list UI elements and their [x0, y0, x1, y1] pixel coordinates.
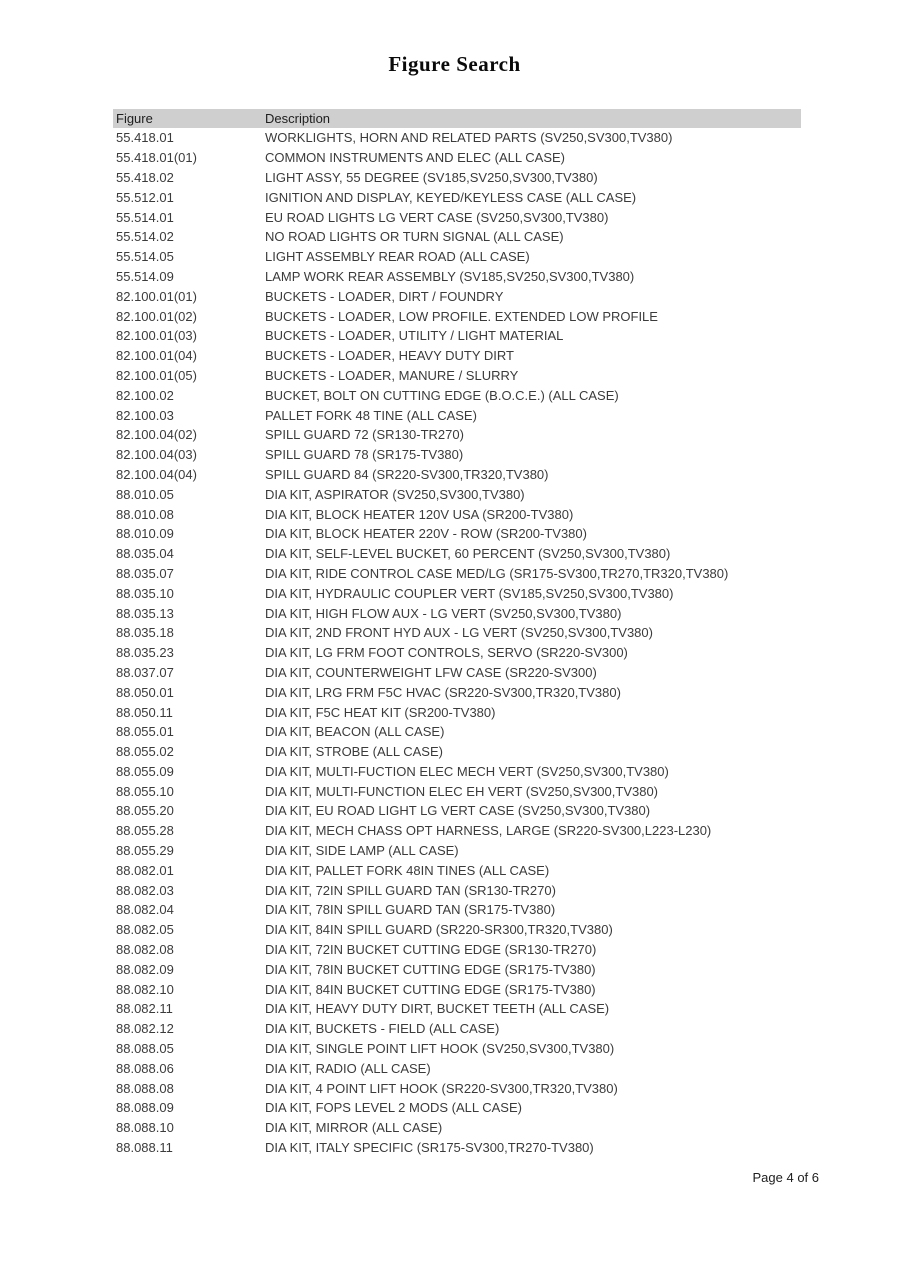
- figure-number: 88.082.12: [116, 1021, 174, 1037]
- figure-number: 82.100.01(02): [116, 308, 197, 324]
- table-row: [113, 524, 801, 544]
- page-title: Figure Search: [388, 52, 521, 76]
- figure-number: 88.088.10: [116, 1120, 174, 1136]
- table-row: [113, 207, 801, 227]
- column-header-description: Description: [265, 111, 331, 126]
- figure-number: 82.100.04(03): [116, 447, 197, 463]
- table-row: [113, 346, 801, 366]
- column-header-figure: Figure: [116, 111, 153, 126]
- figure-number: 55.418.01(01): [116, 150, 197, 166]
- figure-description: DIA KIT, RIDE CONTROL CASE MED/LG (SR175-SV300,TR270,TR320,TV380): [265, 565, 729, 581]
- figure-number: 88.088.06: [116, 1060, 174, 1076]
- table-row: [113, 821, 801, 841]
- figure-number: 55.514.09: [116, 268, 174, 284]
- figure-description: DIA KIT, HYDRAULIC COUPLER VERT (SV185,SV250,SV300,TV380): [265, 585, 674, 601]
- figure-description: DIA KIT, HEAVY DUTY DIRT, BUCKET TEETH (ALL CASE): [265, 1001, 610, 1017]
- figure-number: 88.050.11: [116, 704, 173, 720]
- table-row: [113, 1039, 801, 1059]
- table-row: [113, 148, 801, 168]
- figure-description: NO ROAD LIGHTS OR TURN SIGNAL (ALL CASE): [265, 229, 564, 245]
- table-row: [113, 484, 801, 504]
- table-row: [113, 583, 801, 603]
- figure-description: WORKLIGHTS, HORN AND RELATED PARTS (SV250,SV300,TV380): [265, 130, 673, 146]
- figure-description: DIA KIT, SINGLE POINT LIFT HOOK (SV250,SV300,TV380): [265, 1041, 615, 1057]
- figure-description: DIA KIT, 4 POINT LIFT HOOK (SR220-SV300,TR320,TV380): [265, 1080, 618, 1096]
- figure-number: 82.100.01(04): [116, 348, 197, 364]
- table-row: [113, 504, 801, 524]
- table-row: [113, 603, 801, 623]
- figure-description: DIA KIT, 72IN BUCKET CUTTING EDGE (SR130-TR270): [265, 942, 597, 958]
- figure-description: DIA KIT, F5C HEAT KIT (SR200-TV380): [265, 704, 496, 720]
- figure-number: 88.055.29: [116, 843, 174, 859]
- figure-description: BUCKETS - LOADER, HEAVY DUTY DIRT: [265, 348, 514, 364]
- figure-description: DIA KIT, BLOCK HEATER 220V - ROW (SR200-TV380): [265, 526, 587, 542]
- table-row: [113, 1058, 801, 1078]
- figure-number: 55.418.02: [116, 169, 174, 185]
- table-row: [113, 227, 801, 247]
- figure-description: DIA KIT, BEACON (ALL CASE): [265, 724, 445, 740]
- figure-description: DIA KIT, ASPIRATOR (SV250,SV300,TV380): [265, 486, 525, 502]
- figure-number: 88.050.01: [116, 684, 174, 700]
- table-row: [113, 781, 801, 801]
- figure-number: 88.055.28: [116, 823, 174, 839]
- figure-number: 82.100.01(01): [116, 288, 197, 304]
- table-row: [113, 940, 801, 960]
- figure-description: DIA KIT, 2ND FRONT HYD AUX - LG VERT (SV250,SV300,TV380): [265, 625, 653, 641]
- figure-number: 55.512.01: [116, 189, 174, 205]
- table-row: [113, 722, 801, 742]
- figure-number: 55.514.05: [116, 249, 174, 265]
- table-row: [113, 1098, 801, 1118]
- figure-number: 55.514.01: [116, 209, 174, 225]
- figure-description: DIA KIT, MIRROR (ALL CASE): [265, 1120, 443, 1136]
- figure-description: DIA KIT, LG FRM FOOT CONTROLS, SERVO (SR220-SV300): [265, 645, 628, 661]
- figure-description: DIA KIT, MECH CHASS OPT HARNESS, LARGE (SR220-SV300,L223-L230): [265, 823, 712, 839]
- figure-description: DIA KIT, PALLET FORK 48IN TINES (ALL CASE): [265, 862, 550, 878]
- table-row: [113, 860, 801, 880]
- figure-number: 88.088.05: [116, 1041, 174, 1057]
- figure-number: 88.082.10: [116, 981, 174, 997]
- figure-description: BUCKET, BOLT ON CUTTING EDGE (B.O.C.E.) (ALL CASE): [265, 387, 619, 403]
- table-row: [113, 1078, 801, 1098]
- table-row: [113, 702, 801, 722]
- table-row: [113, 425, 801, 445]
- figure-description: DIA KIT, MULTI-FUCTION ELEC MECH VERT (SV250,SV300,TV380): [265, 763, 669, 779]
- figure-description: BUCKETS - LOADER, DIRT / FOUNDRY: [265, 288, 504, 304]
- figure-description: LIGHT ASSEMBLY REAR ROAD (ALL CASE): [265, 249, 530, 265]
- table-row: [113, 1138, 801, 1158]
- figure-number: 88.082.01: [116, 862, 174, 878]
- figure-description: BUCKETS - LOADER, UTILITY / LIGHT MATERIAL: [265, 328, 564, 344]
- figure-description: DIA KIT, STROBE (ALL CASE): [265, 744, 443, 760]
- figure-number: 88.010.05: [116, 486, 174, 502]
- figure-description: DIA KIT, 78IN BUCKET CUTTING EDGE (SR175-TV380): [265, 961, 596, 977]
- table-row: [113, 564, 801, 584]
- figure-description: BUCKETS - LOADER, LOW PROFILE. EXTENDED LOW PROFILE: [265, 308, 658, 324]
- figure-description: SPILL GUARD 84 (SR220-SV300,TR320,TV380): [265, 466, 549, 482]
- table-row: [113, 1019, 801, 1039]
- table-row: [113, 326, 801, 346]
- table-row: [113, 168, 801, 188]
- figure-number: 82.100.02: [116, 387, 174, 403]
- figure-number: 88.010.08: [116, 506, 174, 522]
- figure-description: DIA KIT, RADIO (ALL CASE): [265, 1060, 431, 1076]
- figure-number: 88.082.11: [116, 1001, 173, 1017]
- table-row: [113, 999, 801, 1019]
- table-row: [113, 742, 801, 762]
- figure-description: DIA KIT, 84IN BUCKET CUTTING EDGE (SR175-TV380): [265, 981, 596, 997]
- figure-number: 55.418.01: [116, 130, 174, 146]
- figure-number: 88.055.01: [116, 724, 174, 740]
- figure-description: EU ROAD LIGHTS LG VERT CASE (SV250,SV300,TV380): [265, 209, 609, 225]
- figure-description: DIA KIT, FOPS LEVEL 2 MODS (ALL CASE): [265, 1100, 522, 1116]
- figure-number: 88.035.04: [116, 546, 174, 562]
- figure-number: 82.100.01(05): [116, 367, 197, 383]
- figure-description: DIA KIT, LRG FRM F5C HVAC (SR220-SV300,TR320,TV380): [265, 684, 621, 700]
- figure-number: 82.100.04(02): [116, 427, 197, 443]
- figure-description: DIA KIT, BUCKETS - FIELD (ALL CASE): [265, 1021, 500, 1037]
- table-row: [113, 663, 801, 683]
- table-row: [113, 306, 801, 326]
- table-row: [113, 900, 801, 920]
- table-row: [113, 465, 801, 485]
- figure-number: 88.082.03: [116, 882, 174, 898]
- figure-number: 82.100.03: [116, 407, 174, 423]
- table-row: [113, 366, 801, 386]
- figure-number: 88.035.18: [116, 625, 174, 641]
- table-row: [113, 544, 801, 564]
- table-row: [113, 880, 801, 900]
- figure-description: SPILL GUARD 78 (SR175-TV380): [265, 447, 464, 463]
- table-row: [113, 405, 801, 425]
- figure-number: 88.055.02: [116, 744, 174, 760]
- table-row: [113, 682, 801, 702]
- figure-number: 88.082.08: [116, 942, 174, 958]
- figure-description: PALLET FORK 48 TINE (ALL CASE): [265, 407, 477, 423]
- table-row: [113, 801, 801, 821]
- page-number: Page 4 of 6: [752, 1170, 819, 1185]
- figure-description: DIA KIT, 78IN SPILL GUARD TAN (SR175-TV380): [265, 902, 556, 918]
- table-row: [113, 979, 801, 999]
- figure-number: 88.037.07: [116, 664, 174, 680]
- figure-number: 88.082.04: [116, 902, 174, 918]
- table-row: [113, 920, 801, 940]
- figure-number: 88.010.09: [116, 526, 174, 542]
- figure-number: 88.035.10: [116, 585, 174, 601]
- table-row: [113, 643, 801, 663]
- figure-description: BUCKETS - LOADER, MANURE / SLURRY: [265, 367, 519, 383]
- figure-description: SPILL GUARD 72 (SR130-TR270): [265, 427, 464, 443]
- figure-description: DIA KIT, ITALY SPECIFIC (SR175-SV300,TR270-TV380): [265, 1140, 594, 1156]
- figure-number: 88.035.23: [116, 645, 174, 661]
- figure-description: COMMON INSTRUMENTS AND ELEC (ALL CASE): [265, 150, 566, 166]
- table-row: [113, 286, 801, 306]
- figure-number: 88.055.10: [116, 783, 174, 799]
- table-body: [113, 128, 801, 1157]
- figure-description: DIA KIT, MULTI-FUNCTION ELEC EH VERT (SV250,SV300,TV380): [265, 783, 659, 799]
- table-row: [113, 445, 801, 465]
- table-row: [113, 247, 801, 267]
- figure-description: DIA KIT, 72IN SPILL GUARD TAN (SR130-TR270): [265, 882, 556, 898]
- table-row: [113, 187, 801, 207]
- table-row: [113, 1118, 801, 1138]
- figure-number: 88.055.09: [116, 763, 174, 779]
- figure-number: 88.035.13: [116, 605, 174, 621]
- table-row: [113, 959, 801, 979]
- figure-number: 55.514.02: [116, 229, 174, 245]
- figure-number: 82.100.01(03): [116, 328, 197, 344]
- figure-number: 88.035.07: [116, 565, 174, 581]
- table-row: [113, 267, 801, 287]
- figure-number: 88.082.05: [116, 922, 174, 938]
- table-row: [113, 385, 801, 405]
- figure-search-table: [113, 109, 801, 1157]
- figure-description: DIA KIT, EU ROAD LIGHT LG VERT CASE (SV250,SV300,TV380): [265, 803, 651, 819]
- figure-number: 88.088.11: [116, 1140, 173, 1156]
- table-header-row: [113, 109, 801, 128]
- figure-description: DIA KIT, SELF-LEVEL BUCKET, 60 PERCENT (SV250,SV300,TV380): [265, 546, 671, 562]
- figure-description: DIA KIT, HIGH FLOW AUX - LG VERT (SV250,SV300,TV380): [265, 605, 622, 621]
- table-row: [113, 762, 801, 782]
- figure-description: LAMP WORK REAR ASSEMBLY (SV185,SV250,SV300,TV380): [265, 268, 635, 284]
- figure-description: DIA KIT, 84IN SPILL GUARD (SR220-SR300,TR320,TV380): [265, 922, 613, 938]
- table-row: [113, 128, 801, 148]
- table-row: [113, 841, 801, 861]
- figure-number: 88.088.09: [116, 1100, 174, 1116]
- figure-number: 82.100.04(04): [116, 466, 197, 482]
- figure-number: 88.088.08: [116, 1080, 174, 1096]
- table-row: [113, 623, 801, 643]
- figure-description: DIA KIT, BLOCK HEATER 120V USA (SR200-TV380): [265, 506, 574, 522]
- figure-number: 88.082.09: [116, 961, 174, 977]
- figure-description: DIA KIT, SIDE LAMP (ALL CASE): [265, 843, 459, 859]
- figure-number: 88.055.20: [116, 803, 174, 819]
- figure-description: IGNITION AND DISPLAY, KEYED/KEYLESS CASE (ALL CASE): [265, 189, 637, 205]
- figure-description: LIGHT ASSY, 55 DEGREE (SV185,SV250,SV300,TV380): [265, 169, 598, 185]
- figure-description: DIA KIT, COUNTERWEIGHT LFW CASE (SR220-SV300): [265, 664, 597, 680]
